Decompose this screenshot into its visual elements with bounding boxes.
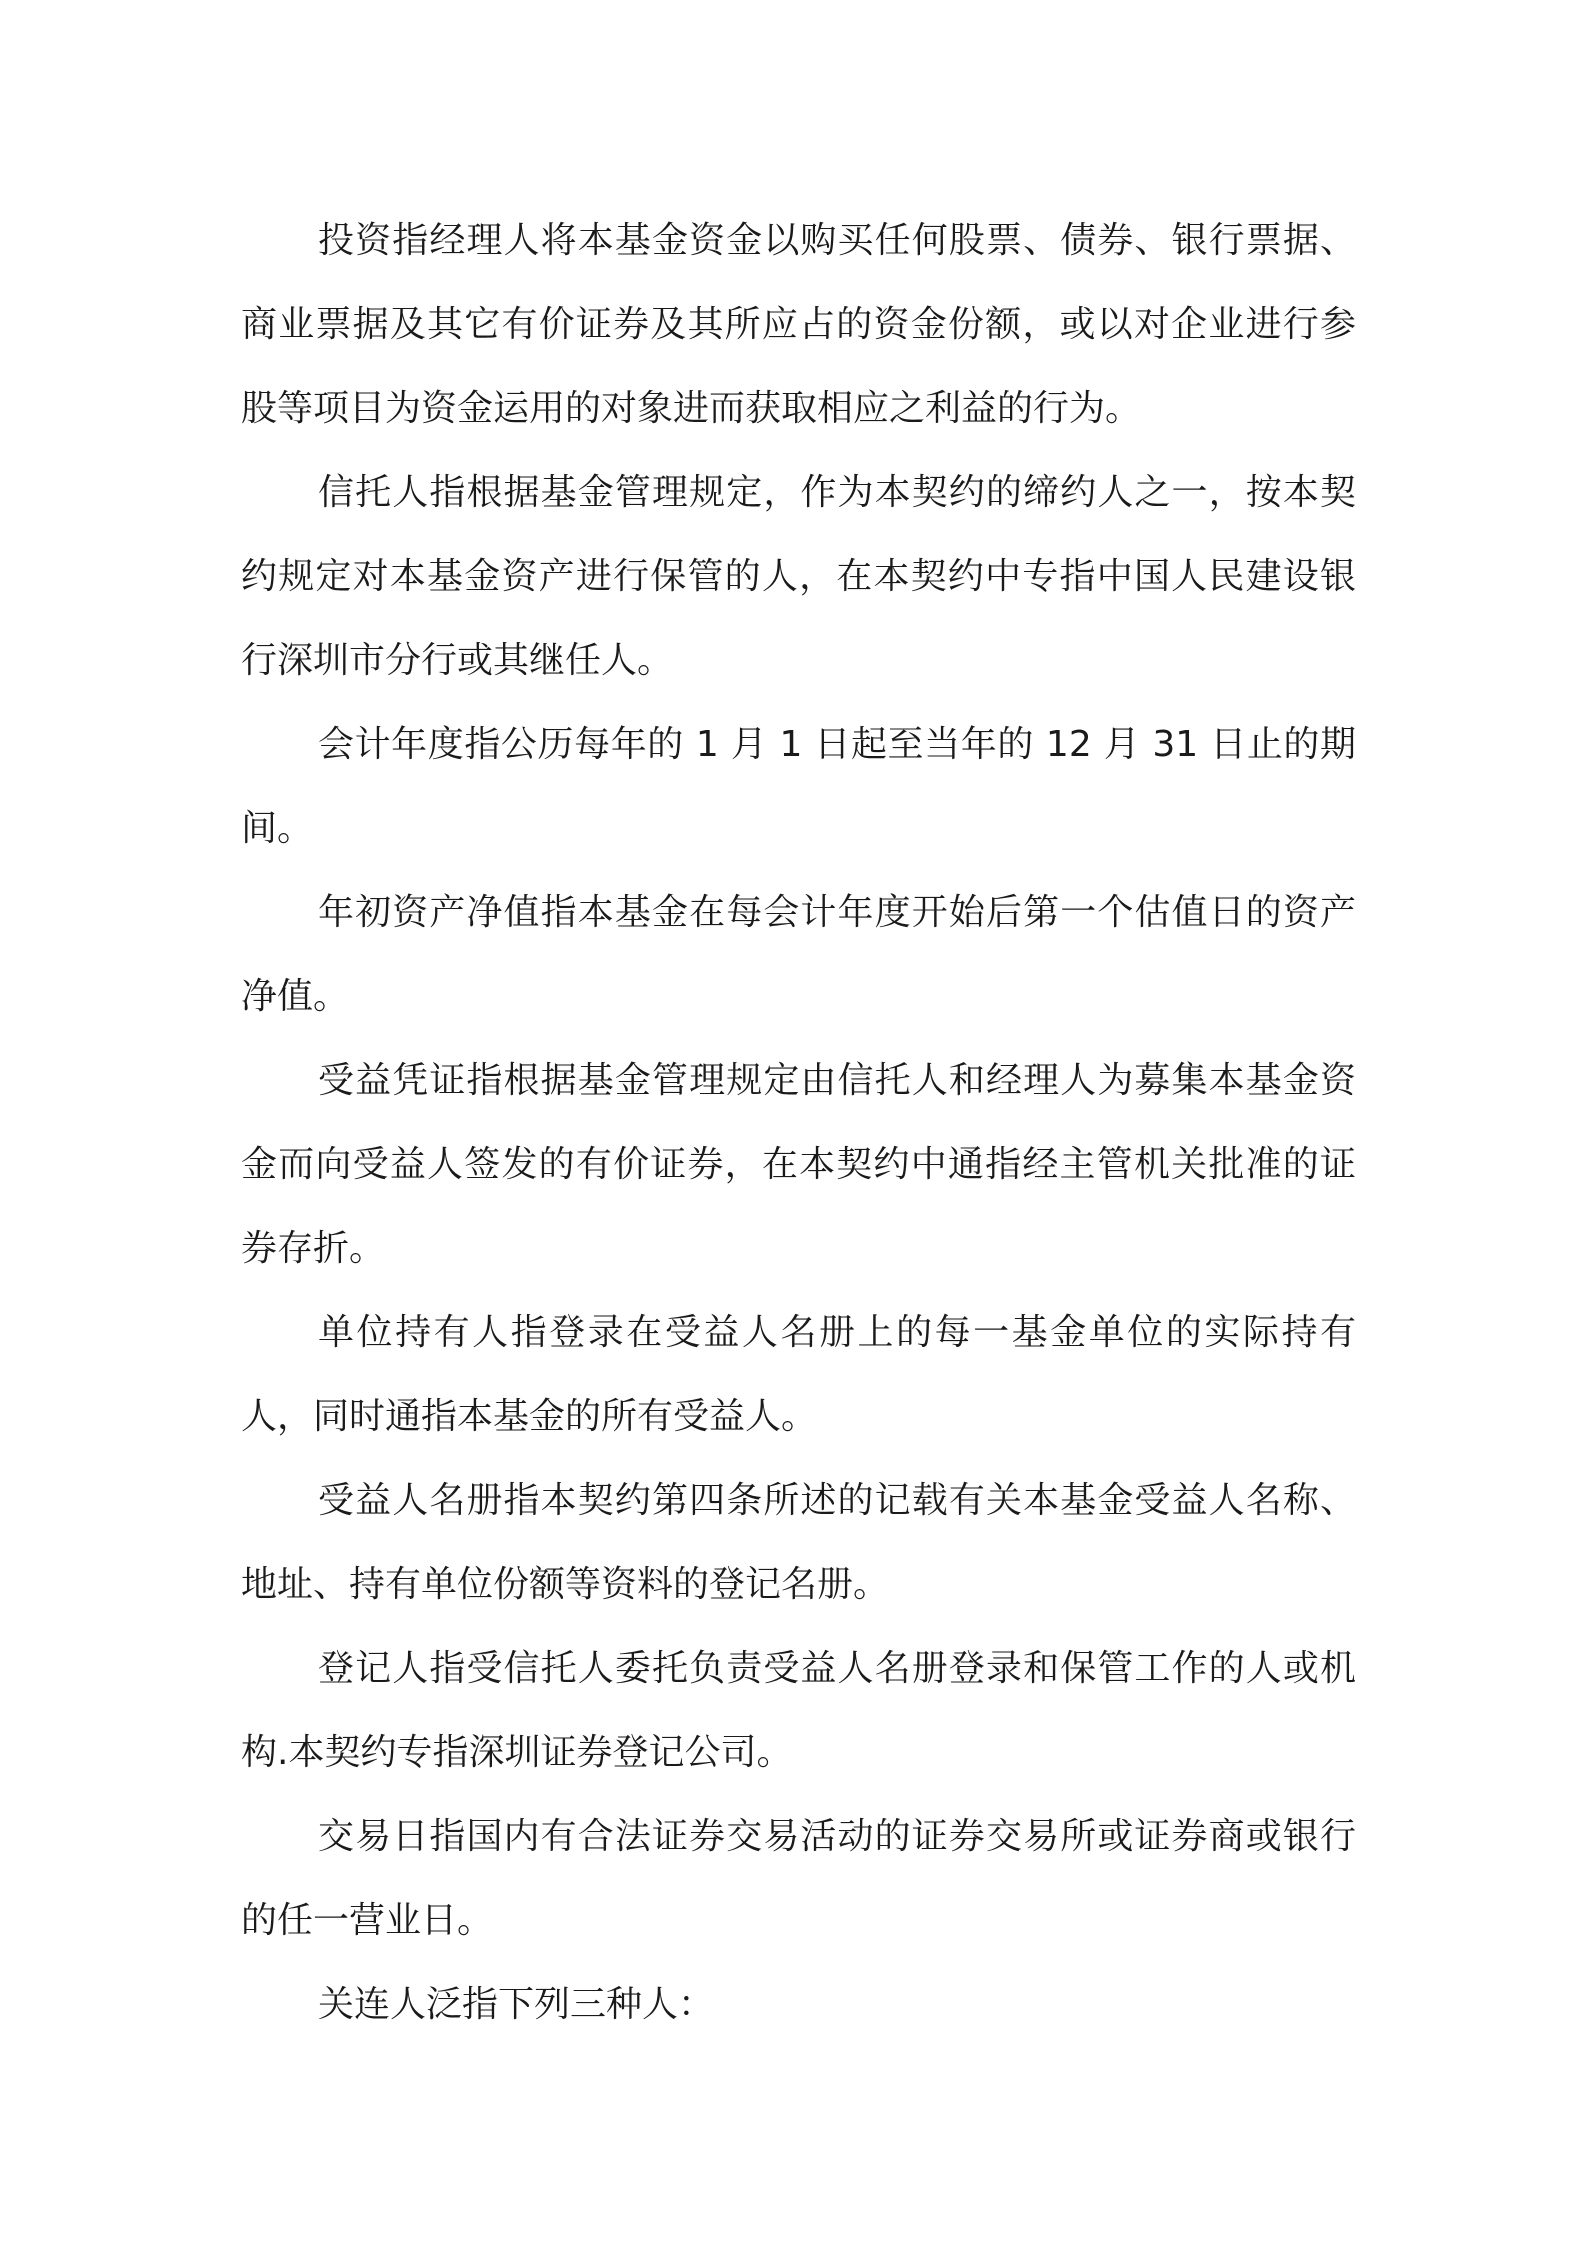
definition-beneficiary-register: 受益人名册指本契约第四条所述的记载有关本基金受益人名称、地址、持有单位份额等资料的登记名册。 [241, 1480, 1356, 1605]
definition-beneficiary-certificate: 受益凭证指根据基金管理规定由信托人和经理人为募集本基金资金而向受益人签发的有价证券，在本契约中通指经主管机关批准的证券存折。 [241, 1060, 1356, 1269]
document-body [241, 199, 1356, 2047]
definition-registrar: 登记人指受信托人委托负责受益人名册登录和保管工作的人或机构.本契约专指深圳证券登记公司。 [241, 1648, 1356, 1773]
definition-unit-holder: 单位持有人指登录在受益人名册上的每一基金单位的实际持有人，同时通指本基金的所有受益人。 [241, 1312, 1356, 1437]
definition-trustee: 信托人指根据基金管理规定，作为本契约的缔约人之一，按本契约规定对本基金资产进行保管的人，在本契约中专指中国人民建设银行深圳市分行或其继任人。 [241, 472, 1356, 681]
definition-trading-day: 交易日指国内有合法证券交易活动的证券交易所或证券商或银行的任一营业日。 [241, 1816, 1356, 1941]
definition-related-party: 关连人泛指下列三种人： [318, 1984, 715, 2025]
definition-opening-nav: 年初资产净值指本基金在每会计年度开始后第一个估值日的资产净值。 [241, 892, 1356, 1017]
definition-fiscal-year: 会计年度指公历每年的 1 月 1 日起至当年的 12 月 31 日止的期间。 [241, 724, 1356, 849]
definition-investment: 投资指经理人将本基金资金以购买任何股票、债券、银行票据、商业票据及其它有价证券及其所应占的资金份额，或以对企业进行参股等项目为资金运用的对象进而获取相应之利益的行为。 [241, 220, 1356, 429]
